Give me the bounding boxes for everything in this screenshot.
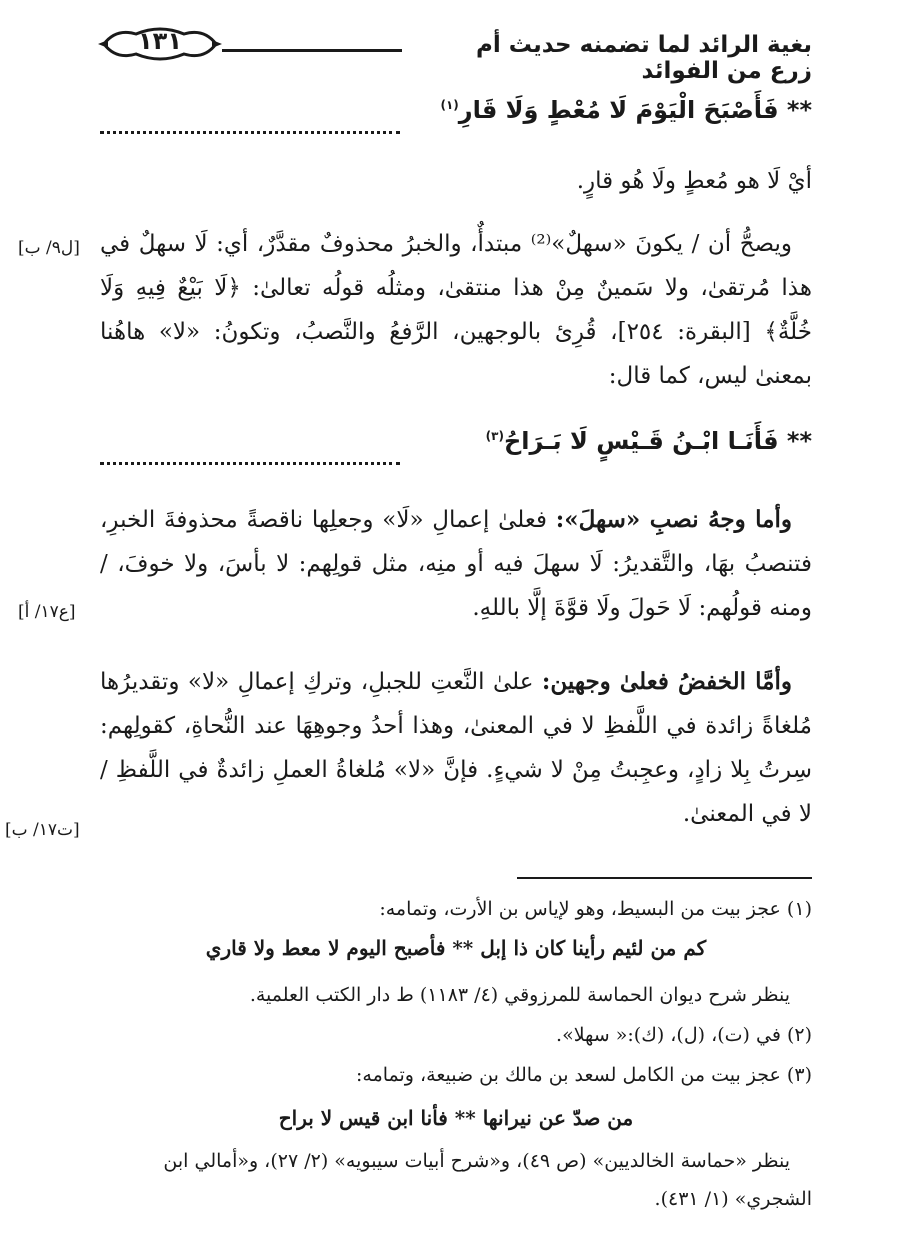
margin-note-a17a: [ع١٧/ أ]	[18, 602, 76, 622]
footnote-1: (١) عجز بيت من البسيط، وهو لإياس بن الأرت، وتمامه:	[379, 898, 812, 920]
header-rule	[222, 49, 402, 52]
footnote-2: (٢) في (ت)، (ل)، (ك):« سهلا».	[556, 1024, 812, 1046]
footnote-separator	[517, 877, 812, 879]
paragraph-1: أيْ لَا هو مُعطٍ ولَا هُو قارٍ.	[576, 168, 812, 194]
verse-line-2	[100, 427, 812, 471]
paragraph-3	[100, 498, 812, 630]
running-header-title: بغية الرائد لما تضمنه حديث أم زرع من الفوائد	[476, 32, 812, 84]
verse-1-text: ** فَأَصْبَحَ الْيَوْمَ لَا مُعْطٍ وَلَا قَارِ$^{(١)}$	[440, 96, 812, 124]
verse-2-dots	[100, 462, 400, 465]
footnote-3-verse: من صدّ عن نيرانها ** فأنا ابن قيس لا براح	[278, 1106, 634, 1130]
paragraph-4-body: علىٰ النَّعتِ للجبلِ، وتركِ إعمالِ «لا» وتقديرُها مُلغاةً زائدة في اللَّفظِ لا في المعنىٰ، وهذا أحدُ وجوهِهَا عند النُّحاةِ، كقولِهم: سِرتُ بِلا زادٍ، وعجِبتُ مِنْ لا شيءٍ. فإنَّ «لا» مُلغاةُ العملِ زائدةٌ في اللَّفظِ / لا في المعنىٰ.	[100, 669, 812, 827]
paragraph-3-body: فعلىٰ إعمالِ «لَا» وجعلِها ناقصةً محذوفةَ الخبرِ، فتنصبُ بهَا، والتَّقديرُ: لَا سهلَ فيه أو منِه، مثل قولِهم: لا بأسَ، ولا خوفَ، / ومنه قولُهم: لَا حَولَ ولَا قوَّةَ إلَّا باللهِ.	[100, 507, 812, 621]
paragraph-3-lead: وأما وجهُ نصبِ «سهلَ»:	[555, 506, 792, 533]
paragraph-4	[100, 660, 812, 836]
page-number: ١٣١	[138, 27, 182, 55]
footnote-1-source: ينظر شرح ديوان الحماسة للمرزوقي (٤/ ١١٨٣) ط دار الكتب العلمية.	[249, 984, 790, 1006]
margin-note-l9b: [ل٩/ ب]	[18, 238, 80, 258]
footnote-3: (٣) عجز بيت من الكامل لسعد بن مالك بن ضبيعة، وتمامه:	[355, 1064, 812, 1086]
footnote-3-source-cont: الشجري» (١/ ٤٣١).	[654, 1188, 812, 1210]
verse-1-dots	[100, 131, 400, 134]
footnote-1-verse: كم من لئيم رأينا كان ذا إبل ** فأصبح اليوم لا معط ولا قاري	[205, 936, 707, 960]
margin-note-t17b: [ت١٧/ ب]	[5, 820, 80, 840]
verse-line-1	[100, 96, 812, 140]
footnote-3-source: ينظر «حماسة الخالديين» (ص ٤٩)، و«شرح أبيات سيبويه» (٢/ ٢٧)، و«أمالي ابن	[163, 1150, 790, 1172]
paragraph-4-lead: وأمَّا الخفضُ فعلىٰ وجهين:	[541, 668, 792, 695]
paragraph-2: ويصحُّ أن / يكونَ «سهلٌ»⁽²⁾ مبتدأٌ، والخبرُ محذوفٌ مقدَّرٌ، أي: لَا سهلٌ في هذا مُرتقىٰ، ولا سَمينٌ مِنْ هذا منتقىٰ، ومثلُه قولُه تعالىٰ: ﴿لَا بَيْعٌ فِيهِ وَلَا خُلَّةٌ﴾ [البقرة: ٢٥٤]، قُرِئ بالوجهين، الرَّفعُ والنَّصبُ، وتكونُ: «لا» هاهُنا بمعنىٰ ليس، كما قال:	[100, 231, 812, 389]
verse-2-text: ** فَأَنَـا ابْـنُ قَـيْسٍ لَا بَـرَاحُ$^{(٣)}$	[485, 427, 812, 455]
